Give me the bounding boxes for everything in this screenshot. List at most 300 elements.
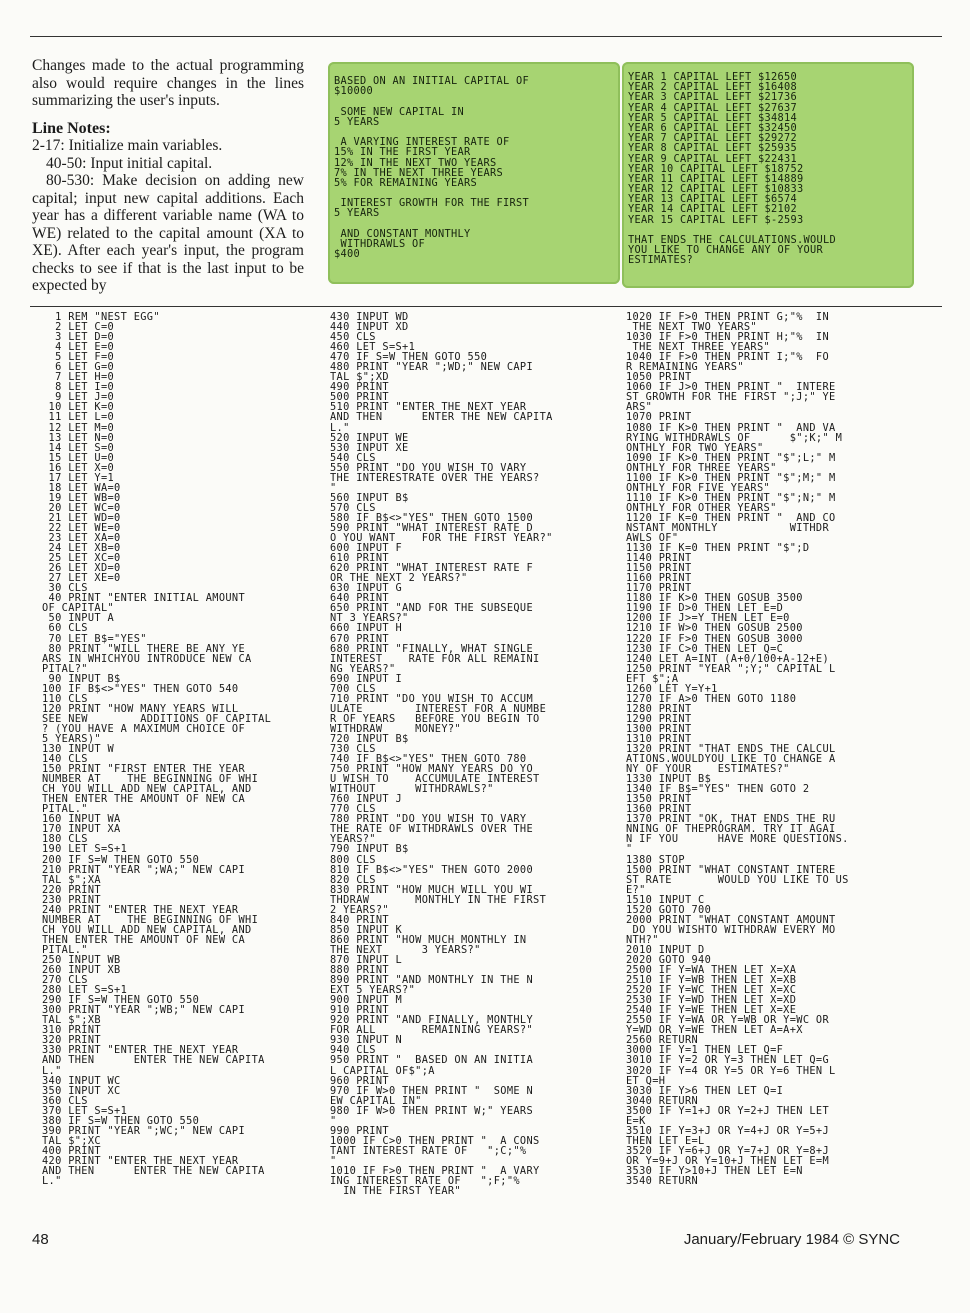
- screen-line: YEAR 3 CAPITAL LEFT $21736: [628, 91, 797, 104]
- code-line: 2510 IF Y=WB THEN LET X=XB: [626, 974, 797, 987]
- code-line: 50 INPUT A: [42, 612, 115, 625]
- code-line: 3 LET D=0: [42, 331, 115, 344]
- code-line: 380 IF S=W THEN GOTO 550: [42, 1114, 200, 1127]
- code-line: 26 LET XD=0: [42, 562, 121, 575]
- code-line: PITAL.": [42, 943, 88, 956]
- line-note: 80-530: Make decision on adding new capital; input new capital additions. Each year has a different variable name (WA to WE) related to the capital amount (XA to XE). After each year's input, the program checks to see if that is the last input to be expected by: [32, 172, 304, 294]
- code-line: 60 CLS: [42, 622, 88, 635]
- screen-line: YEAR 12 CAPITAL LEFT $10833: [628, 183, 804, 196]
- code-line: THE NEXT THREE YEARS": [626, 341, 771, 354]
- code-line: IN THE FIRST YEAR": [330, 1185, 461, 1198]
- code-line: 630 INPUT G: [330, 582, 403, 595]
- code-line: 40 PRINT "ENTER INITIAL AMOUNT: [42, 592, 246, 605]
- code-line: 1500 PRINT "WHAT CONSTANT INTERE: [626, 863, 836, 876]
- code-line: L.": [42, 1064, 62, 1077]
- code-line: 920 PRINT "AND FINALLY, MONTHLY: [330, 1014, 534, 1027]
- code-line: ET Q=H: [626, 1074, 666, 1087]
- code-line: L.": [330, 421, 350, 434]
- screen-line: YEAR 2 CAPITAL LEFT $16408: [628, 81, 797, 94]
- code-line: ST RATE WOULD YOU LIKE TO US: [626, 873, 849, 886]
- code-line: 20 LET WC=0: [42, 501, 121, 514]
- code-line: WITHOUT WITHDRAWLS?": [330, 783, 494, 796]
- code-line: THE INTERESTRATE OVER THE YEARS?: [330, 471, 540, 484]
- screen-line: ESTIMATES?: [628, 254, 693, 267]
- code-line: 3510 IF Y=3+J OR Y=4+J OR Y=5+J: [626, 1124, 830, 1137]
- code-line: 1030 IF F>0 THEN PRINT H;"% IN: [626, 331, 830, 344]
- code-line: 1260 LET Y=Y+1: [626, 682, 718, 695]
- code-line: ONTHLY FOR TWO YEARS": [626, 441, 764, 454]
- code-line: 170 INPUT XA: [42, 823, 121, 836]
- screen-line: YEAR 15 CAPITAL LEFT $-2593: [628, 213, 804, 226]
- code-line: N IF YOU HAVE MORE QUESTIONS.: [626, 833, 849, 846]
- code-line: 2540 IF Y=WE THEN LET X=XE: [626, 1004, 797, 1017]
- code-line: 110 CLS: [42, 692, 88, 705]
- code-line: 610 PRINT: [330, 552, 389, 565]
- code-line: 120 PRINT "HOW MANY YEARS WILL: [42, 702, 239, 715]
- code-line: ": [330, 1154, 337, 1167]
- code-line: 670 PRINT: [330, 632, 389, 645]
- screen-line: YEAR 7 CAPITAL LEFT $29272: [628, 132, 797, 145]
- code-line: 1250 PRINT "YEAR ";Y;" CAPITAL L: [626, 662, 836, 675]
- code-line: 24 LET XB=0: [42, 542, 121, 555]
- code-line: 530 INPUT XE: [330, 441, 409, 454]
- code-line: 490 PRINT: [330, 381, 389, 394]
- screen-line: YEAR 1 CAPITAL LEFT $12650: [628, 71, 797, 83]
- code-line: 660 INPUT H: [330, 622, 403, 635]
- code-line: NG YEARS?": [330, 662, 396, 675]
- code-line: 650 PRINT "AND FOR THE SUBSEQUE: [330, 602, 534, 615]
- code-line: 19 LET WB=0: [42, 491, 121, 504]
- code-line: 1350 PRINT: [626, 793, 692, 806]
- code-line: PITAL.": [42, 803, 88, 816]
- code-line: 1190 IF D>0 THEN LET E=D: [626, 602, 784, 615]
- program-listing-column-2: [330, 312, 612, 1196]
- code-line: 30 CLS: [42, 582, 88, 595]
- code-line: NSTANT MONTHLY WITHDR: [626, 521, 830, 534]
- line-notes-heading: Line Notes:: [32, 119, 111, 137]
- screen-line: SOME NEW CAPITAL IN: [334, 105, 464, 118]
- code-line: 540 CLS: [330, 451, 376, 464]
- code-line: THEN ENTER THE AMOUNT OF NEW CA: [42, 933, 246, 946]
- screen-line: 5 YEARS: [334, 207, 380, 220]
- code-line: 1150 PRINT: [626, 562, 692, 575]
- code-line: ? (YOU HAVE A MAXIMUM CHOICE OF: [42, 722, 246, 735]
- top-rule: [30, 36, 942, 37]
- code-line: 5 YEARS)": [42, 732, 101, 745]
- code-line: THEN ENTER THE AMOUNT OF NEW CA: [42, 793, 246, 806]
- code-line: 1060 IF J>0 THEN PRINT " INTERE: [626, 381, 836, 394]
- screen-line: YEAR 14 CAPITAL LEFT $2102: [628, 203, 797, 216]
- code-line: ARS": [626, 401, 653, 414]
- page-number: 48: [32, 1231, 49, 1248]
- code-line: 740 IF B$<>"YES" THEN GOTO 780: [330, 753, 527, 766]
- code-line: 3540 RETURN: [626, 1175, 699, 1188]
- code-line: 1310 PRINT: [626, 732, 692, 745]
- code-line: 3040 RETURN: [626, 1094, 699, 1107]
- code-line: NUMBER AT THE BEGINNING OF WHI: [42, 773, 259, 786]
- screen-yearly-results: [622, 62, 914, 288]
- screen-summary-inputs: [328, 62, 620, 284]
- code-line: 1270 IF A>0 THEN GOTO 1180: [626, 692, 797, 705]
- code-line: ONTHLY FOR THREE YEARS": [626, 461, 777, 474]
- screen-line: 7% IN THE NEXT THREE YEARS: [334, 166, 503, 179]
- code-line: 25 LET XC=0: [42, 552, 121, 565]
- code-line: 830 PRINT "HOW MUCH WILL YOU WI: [330, 883, 534, 896]
- code-line: TAL $";XC: [42, 1134, 101, 1147]
- code-line: 1000 IF C>0 THEN PRINT " A CONS: [330, 1134, 540, 1147]
- code-line: 8 LET I=0: [42, 381, 115, 394]
- code-line: 1160 PRINT: [626, 572, 692, 585]
- screen-line: YEAR 5 CAPITAL LEFT $34814: [628, 111, 797, 124]
- screen-line: WITHDRAWLS OF: [334, 238, 425, 250]
- screen-line: 5 YEARS: [334, 115, 380, 128]
- code-line: 13 LET N=0: [42, 431, 115, 444]
- code-line: 2530 IF Y=WD THEN LET X=XD: [626, 994, 797, 1007]
- code-line: 360 CLS: [42, 1094, 88, 1107]
- code-line: 760 INPUT J: [330, 793, 403, 806]
- code-line: R REMAINING YEARS": [626, 361, 744, 374]
- code-line: THE NEXT TWO YEARS": [626, 321, 757, 334]
- code-line: 22 LET WE=0: [42, 521, 121, 534]
- code-line: 3530 IF Y>10+J THEN LET E=N: [626, 1164, 803, 1177]
- code-line: 1140 PRINT: [626, 552, 692, 565]
- code-line: 250 INPUT WB: [42, 954, 121, 966]
- screen-line: BASED ON AN INITIAL CAPITAL OF: [334, 75, 529, 87]
- code-line: OF CAPITAL": [42, 602, 115, 615]
- code-line: 950 PRINT " BASED ON AN INITIA: [330, 1054, 534, 1067]
- screen-line: YEAR 8 CAPITAL LEFT $25935: [628, 142, 797, 155]
- code-line: 1070 PRINT: [626, 411, 692, 424]
- code-line: 810 IF B$<>"YES" THEN GOTO 2000: [330, 863, 534, 876]
- code-line: 420 PRINT "ENTER THE NEXT YEAR: [42, 1154, 239, 1167]
- code-line: THE NEXT 3 YEARS?": [330, 943, 481, 956]
- code-line: ULATE INTEREST FOR A NUMBE: [330, 702, 547, 715]
- code-line: E?": [626, 883, 646, 896]
- code-line: 140 CLS: [42, 753, 88, 766]
- code-line: 880 PRINT: [330, 964, 389, 977]
- code-line: 770 CLS: [330, 803, 376, 816]
- code-line: 21 LET WD=0: [42, 511, 121, 524]
- code-line: U WISH TO ACCUMULATE INTEREST: [330, 773, 540, 786]
- code-line: 230 PRINT: [42, 893, 101, 906]
- code-line: 470 IF S=W THEN GOTO 550: [330, 351, 488, 364]
- code-line: 2010 INPUT D: [626, 943, 705, 956]
- code-line: NTH?": [626, 933, 659, 946]
- code-line: 1200 IF J>=Y THEN LET E=0: [626, 612, 790, 625]
- screen-line: YEAR 11 CAPITAL LEFT $14889: [628, 172, 804, 185]
- code-line: 1380 STOP: [626, 853, 685, 866]
- code-line: 260 INPUT XB: [42, 964, 121, 977]
- code-line: 1230 IF C>0 THEN LET Q=C: [626, 642, 784, 655]
- code-line: 290 IF S=W THEN GOTO 550: [42, 994, 200, 1007]
- intro-text: [32, 57, 304, 295]
- code-line: ONTHLY FOR OTHER YEARS": [626, 501, 777, 514]
- code-line: 680 PRINT "FINALLY, WHAT SINGLE: [330, 642, 534, 655]
- code-line: 280 LET S=S+1: [42, 984, 128, 997]
- code-line: EFT $";A: [626, 672, 679, 685]
- code-line: 460 LET S=S+1: [330, 341, 416, 354]
- code-line: 18 LET WA=0: [42, 481, 121, 494]
- code-line: 710 PRINT "DO YOU WISH TO ACCUM: [330, 692, 534, 705]
- code-line: YEARS?": [330, 833, 376, 846]
- code-line: E=K: [626, 1114, 646, 1127]
- code-line: 27 LET XE=0: [42, 572, 121, 585]
- code-line: L CAPITAL OF$";A: [330, 1064, 435, 1077]
- code-line: TAL $";XB: [42, 1014, 101, 1027]
- code-line: 370 LET S=S+1: [42, 1104, 128, 1117]
- code-line: RYING WITHDRAWLS OF $";K;" M: [626, 431, 843, 444]
- code-line: 790 INPUT B$: [330, 843, 409, 856]
- code-line: 960 PRINT: [330, 1074, 389, 1087]
- code-line: 1010 IF F>0 THEN PRINT " A VARY: [330, 1164, 540, 1177]
- code-line: OR THE NEXT 2 YEARS?": [330, 572, 468, 585]
- code-line: 700 CLS: [330, 682, 376, 695]
- code-line: 600 INPUT F: [330, 542, 403, 555]
- code-line: ": [330, 481, 337, 494]
- code-line: EW CAPITAL IN": [330, 1094, 422, 1107]
- code-line: INTEREST RATE FOR ALL REMAINI: [330, 652, 540, 665]
- code-line: 690 INPUT I: [330, 672, 403, 685]
- code-line: 500 PRINT: [330, 391, 389, 404]
- code-line: PITAL?": [42, 662, 88, 675]
- code-line: WITHDRAW MONEY?": [330, 722, 461, 735]
- section-divider: [30, 306, 942, 307]
- code-line: 2520 IF Y=WC THEN LET X=XC: [626, 984, 797, 997]
- code-line: NT 3 YEARS?": [330, 612, 409, 625]
- code-line: 4 LET E=0: [42, 341, 115, 354]
- code-line: NUMBER AT THE BEGINNING OF WHI: [42, 913, 259, 926]
- code-line: 2000 PRINT "WHAT CONSTANT AMOUNT: [626, 913, 836, 926]
- code-line: 1290 PRINT: [626, 712, 692, 725]
- code-line: 560 INPUT B$: [330, 491, 409, 504]
- code-line: 550 PRINT "DO YOU WISH TO VARY: [330, 461, 527, 474]
- code-line: 1520 GOTO 700: [626, 903, 712, 916]
- code-line: 6 LET G=0: [42, 361, 115, 374]
- code-line: 210 PRINT "YEAR ";WA;" NEW CAPI: [42, 863, 246, 876]
- code-line: 1130 IF K=0 THEN PRINT "$";D: [626, 542, 810, 555]
- code-line: 570 CLS: [330, 501, 376, 514]
- code-line: AND THEN ENTER THE NEW CAPITA: [42, 1054, 265, 1067]
- screen-line: INTEREST GROWTH FOR THE FIRST: [334, 197, 529, 210]
- code-line: 160 INPUT WA: [42, 813, 121, 826]
- code-line: 330 PRINT "ENTER THE NEXT YEAR: [42, 1044, 239, 1057]
- code-line: NNING OF THEPROGRAM. TRY IT AGAI: [626, 823, 836, 836]
- screen-line: 15% IN THE FIRST YEAR: [334, 146, 471, 159]
- code-line: 1210 IF W>0 THEN GOSUB 2500: [626, 622, 803, 635]
- code-line: 1220 IF F>0 THEN GOSUB 3000: [626, 632, 803, 645]
- code-line: 150 PRINT "FIRST ENTER THE YEAR: [42, 763, 246, 776]
- code-line: NY OF YOUR ESTIMATES?": [626, 763, 790, 776]
- code-line: TAL $";XA: [42, 873, 101, 886]
- code-line: 510 PRINT "ENTER THE NEXT YEAR: [330, 401, 527, 414]
- code-line: ONTHLY FOR FIVE YEARS": [626, 481, 771, 494]
- screen-line: YOU LIKE TO CHANGE ANY OF YOUR: [628, 244, 823, 257]
- code-line: 2 YEARS?": [330, 903, 389, 916]
- code-line: 640 PRINT: [330, 592, 389, 605]
- code-line: 980 IF W>0 THEN PRINT W;" YEARS: [330, 1104, 534, 1117]
- code-line: 1370 PRINT "OK, THAT ENDS THE RU: [626, 813, 836, 826]
- code-line: 900 INPUT M: [330, 994, 403, 1007]
- code-line: 450 CLS: [330, 331, 376, 344]
- code-line: L.": [42, 1175, 62, 1188]
- code-line: 350 INPUT XC: [42, 1084, 121, 1097]
- code-line: 23 LET XA=0: [42, 532, 121, 545]
- code-line: FOR ALL REMAINING YEARS?": [330, 1024, 534, 1037]
- code-line: TANT INTEREST RATE OF ";C;"%: [330, 1144, 527, 1157]
- code-line: OR Y=9+J OR Y=10+J THEN LET E=M: [626, 1154, 830, 1167]
- code-line: 1 REM "NEST EGG": [42, 311, 160, 323]
- code-line: 840 PRINT: [330, 913, 389, 926]
- code-line: 440 INPUT XD: [330, 321, 409, 334]
- code-line: 1320 PRINT "THAT ENDS THE CALCUL: [626, 743, 836, 756]
- code-line: 730 CLS: [330, 743, 376, 756]
- code-line: 480 PRINT "YEAR ";WD;" NEW CAPI: [330, 361, 534, 374]
- code-line: 10 LET K=0: [42, 401, 115, 414]
- code-line: 1360 PRINT: [626, 803, 692, 816]
- code-line: 7 LET H=0: [42, 371, 115, 384]
- screen-line: YEAR 4 CAPITAL LEFT $27637: [628, 101, 797, 114]
- code-line: 180 CLS: [42, 833, 88, 846]
- code-line: 1040 IF F>0 THEN PRINT I;"% FO: [626, 351, 830, 364]
- code-line: 1020 IF F>0 THEN PRINT G;"% IN: [626, 311, 830, 323]
- code-line: 9 LET J=0: [42, 391, 115, 404]
- screen-line: 12% IN THE NEXT TWO YEARS: [334, 156, 497, 169]
- code-line: 2 LET C=0: [42, 321, 115, 334]
- code-line: CH YOU WILL ADD NEW CAPITAL, AND: [42, 783, 252, 796]
- line-note: 40-50: Input initial capital.: [46, 154, 213, 172]
- code-line: 1110 IF K>0 THEN PRINT "$";N;" M: [626, 491, 836, 504]
- code-line: 390 PRINT "YEAR ";WC;" NEW CAPI: [42, 1124, 246, 1137]
- code-line: 990 PRINT: [330, 1124, 389, 1137]
- code-line: 820 CLS: [330, 873, 376, 886]
- code-line: Y=WD OR Y=WE THEN LET A=A+X: [626, 1024, 803, 1037]
- screen-line: $400: [334, 248, 360, 261]
- code-line: 3000 IF Y=1 THEN LET Q=F: [626, 1044, 784, 1057]
- code-line: 430 INPUT WD: [330, 311, 409, 323]
- code-line: 220 PRINT: [42, 883, 101, 896]
- code-line: 310 PRINT: [42, 1024, 101, 1037]
- screen-line: YEAR 9 CAPITAL LEFT $22431: [628, 152, 797, 165]
- code-line: ": [330, 1114, 337, 1127]
- code-line: 400 PRINT: [42, 1144, 101, 1157]
- code-line: 15 LET U=0: [42, 451, 115, 464]
- code-line: 520 INPUT WE: [330, 431, 409, 444]
- code-line: ATIONS.WOULDYOU LIKE TO CHANGE A: [626, 753, 836, 766]
- screen-line: A VARYING INTEREST RATE OF: [334, 136, 510, 149]
- code-line: 3010 IF Y=2 OR Y=3 THEN LET Q=G: [626, 1054, 830, 1067]
- code-line: 90 INPUT B$: [42, 672, 121, 685]
- code-line: O YOU WANT FOR THE FIRST YEAR?": [330, 532, 553, 545]
- code-line: 11 LET L=0: [42, 411, 115, 424]
- code-line: ST GROWTH FOR THE FIRST ";J;" YE: [626, 391, 836, 404]
- screen-line: YEAR 6 CAPITAL LEFT $32450: [628, 121, 797, 134]
- code-line: 190 LET S=S+1: [42, 843, 128, 856]
- screen-line: YEAR 13 CAPITAL LEFT $6574: [628, 193, 797, 206]
- code-line: 970 IF W>0 THEN PRINT " SOME N: [330, 1084, 534, 1097]
- code-line: EXT 5 YEARS?": [330, 984, 416, 997]
- code-line: SEE NEW ADDITIONS OF CAPITAL: [42, 712, 272, 725]
- code-line: THDRAW MONTHLY IN THE FIRST: [330, 893, 547, 906]
- code-line: 1090 IF K>0 THEN PRINT "$";L;" M: [626, 451, 836, 464]
- code-line: 80 PRINT "WILL THERE BE ANY YE: [42, 642, 246, 655]
- code-line: TAL $";XD: [330, 371, 389, 384]
- code-line: 1050 PRINT: [626, 371, 692, 384]
- code-line: 240 PRINT "ENTER THE NEXT YEAR: [42, 903, 239, 916]
- screen-line: $10000: [334, 85, 373, 98]
- code-line: 1280 PRINT: [626, 702, 692, 715]
- code-line: 1240 LET A=INT (A+0/100+A-12+E): [626, 652, 830, 665]
- code-line: 2500 IF Y=WA THEN LET X=XA: [626, 964, 797, 977]
- code-line: 910 PRINT: [330, 1004, 389, 1017]
- code-line: 940 CLS: [330, 1044, 376, 1057]
- code-line: 750 PRINT "HOW MANY YEARS DO YO: [330, 763, 534, 776]
- screen-line: THAT ENDS THE CALCULATIONS.WOULD: [628, 234, 836, 246]
- code-line: 1170 PRINT: [626, 582, 692, 595]
- code-line: CH YOU WILL ADD NEW CAPITAL, AND: [42, 923, 252, 936]
- code-line: 1300 PRINT: [626, 722, 692, 735]
- code-line: 2020 GOTO 940: [626, 954, 712, 966]
- code-line: 70 LET B$="YES": [42, 632, 147, 645]
- screen-line: 5% FOR REMAINING YEARS: [334, 176, 477, 189]
- code-line: ING INTEREST RATE OF ";F;"%: [330, 1175, 520, 1188]
- footer-credit: January/February 1984 © SYNC: [683, 1231, 900, 1248]
- code-line: 780 PRINT "DO YOU WISH TO VARY: [330, 813, 527, 826]
- code-line: 580 IF B$<>"YES" THEN GOTO 1500: [330, 511, 534, 524]
- code-line: 2560 RETURN: [626, 1034, 699, 1047]
- screen-line: YEAR 10 CAPITAL LEFT $18752: [628, 162, 804, 175]
- code-line: 16 LET X=0: [42, 461, 115, 474]
- code-line: 1080 IF K>0 THEN PRINT " AND VA: [626, 421, 836, 434]
- program-listing-column-3: [626, 312, 916, 1186]
- code-line: 620 PRINT "WHAT INTEREST RATE F: [330, 562, 534, 575]
- code-line: 720 INPUT B$: [330, 732, 409, 745]
- code-line: 270 CLS: [42, 974, 88, 987]
- code-line: 340 INPUT WC: [42, 1074, 121, 1087]
- code-line: DO YOU WISHTO WITHDRAW EVERY MO: [626, 923, 836, 936]
- code-line: 12 LET M=0: [42, 421, 115, 434]
- code-line: 3030 IF Y>6 THEN LET Q=I: [626, 1084, 784, 1097]
- code-line: 3020 IF Y=4 OR Y=5 OR Y=6 THEN L: [626, 1064, 836, 1077]
- code-line: 890 PRINT "AND MONTHLY IN THE N: [330, 974, 534, 987]
- code-line: ": [626, 843, 633, 856]
- code-line: 1340 IF B$="YES" THEN GOTO 2: [626, 783, 810, 796]
- line-note: 2-17: Initialize main variables.: [32, 137, 223, 154]
- code-line: 1100 IF K>0 THEN PRINT "$";M;" M: [626, 471, 836, 484]
- code-line: 3520 IF Y=6+J OR Y=7+J OR Y=8+J: [626, 1144, 830, 1157]
- code-line: 930 INPUT N: [330, 1034, 403, 1047]
- code-line: 860 PRINT "HOW MUCH MONTHLY IN: [330, 933, 527, 946]
- code-line: 2550 IF Y=WA OR Y=WB OR Y=WC OR: [626, 1014, 830, 1027]
- code-line: R OF YEARS BEFORE YOU BEGIN TO: [330, 712, 540, 725]
- screen-line: AND CONSTANT MONTHLY: [334, 227, 471, 240]
- code-line: 300 PRINT "YEAR ";WB;" NEW CAPI: [42, 1004, 246, 1017]
- code-line: 3500 IF Y=1+J OR Y=2+J THEN LET: [626, 1104, 830, 1117]
- intro-paragraph: Changes made to the actual programming also would require changes in the lines summarizing the user's inputs.: [32, 57, 304, 109]
- code-line: THE RATE OF WITHDRAWLS OVER THE: [330, 823, 534, 836]
- code-line: 870 INPUT L: [330, 954, 403, 966]
- code-line: 800 CLS: [330, 853, 376, 866]
- code-line: 590 PRINT "WHAT INTEREST RATE D: [330, 521, 534, 534]
- code-line: 850 INPUT K: [330, 923, 403, 936]
- code-line: 200 IF S=W THEN GOTO 550: [42, 853, 200, 866]
- code-line: 17 LET Y=1: [42, 471, 115, 484]
- code-line: 100 IF B$<>"YES" THEN GOTO 540: [42, 682, 239, 695]
- code-line: 320 PRINT: [42, 1034, 101, 1047]
- code-line: 1510 INPUT C: [626, 893, 705, 906]
- code-line: 1180 IF K>0 THEN GOSUB 3500: [626, 592, 803, 605]
- code-line: THEN LET E=L: [626, 1134, 705, 1147]
- code-line: 130 INPUT W: [42, 743, 115, 756]
